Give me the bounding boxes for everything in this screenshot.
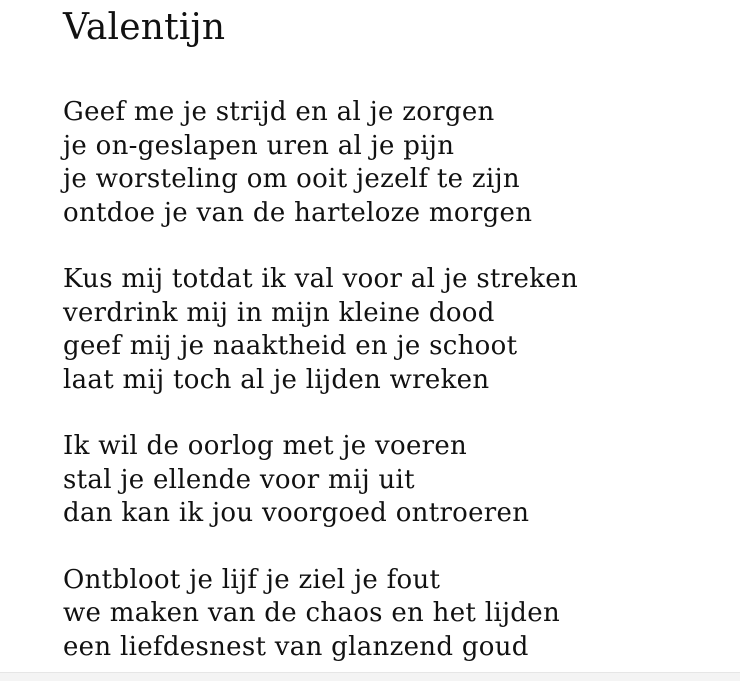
stanza-3 (63, 430, 723, 531)
poem-line: we maken van de chaos en het lijden (63, 598, 560, 628)
poem-line: Ontbloot je lijf je ziel je fout (63, 564, 441, 595)
poem-line: dan kan ik jou voorgoed ontroeren (63, 498, 530, 528)
bottom-strip (0, 672, 740, 681)
poem-line: verdrink mij in mijn kleine dood (63, 297, 495, 328)
poem-line: je on-geslapen uren al je pijn (63, 130, 455, 161)
poem-line: Geef me je strijd en al je zorgen (63, 97, 495, 127)
poem-line: stal je ellende voor mij uit (63, 464, 415, 495)
poem-line: geef mij je naaktheid en je schoot (63, 331, 518, 361)
stanza-4 (63, 564, 723, 665)
poem-line: je worsteling om ooit jezelf te zijn (63, 164, 520, 194)
stanza-1 (63, 96, 723, 230)
poem-line: laat mij toch al je lijden wreken (63, 364, 490, 395)
poem-title: Valentijn (63, 7, 226, 48)
poem-line: Ik wil de oorlog met je voeren (63, 431, 468, 461)
stanza-2 (63, 263, 723, 397)
poem-stanzas (63, 96, 723, 664)
poem-line: een liefdesnest van glanzend goud (63, 631, 529, 662)
poem-line: Kus mij totdat ik val voor al je streken (63, 264, 578, 294)
poem (63, 6, 723, 681)
poem-line: ontdoe je van de harteloze morgen (63, 197, 533, 228)
